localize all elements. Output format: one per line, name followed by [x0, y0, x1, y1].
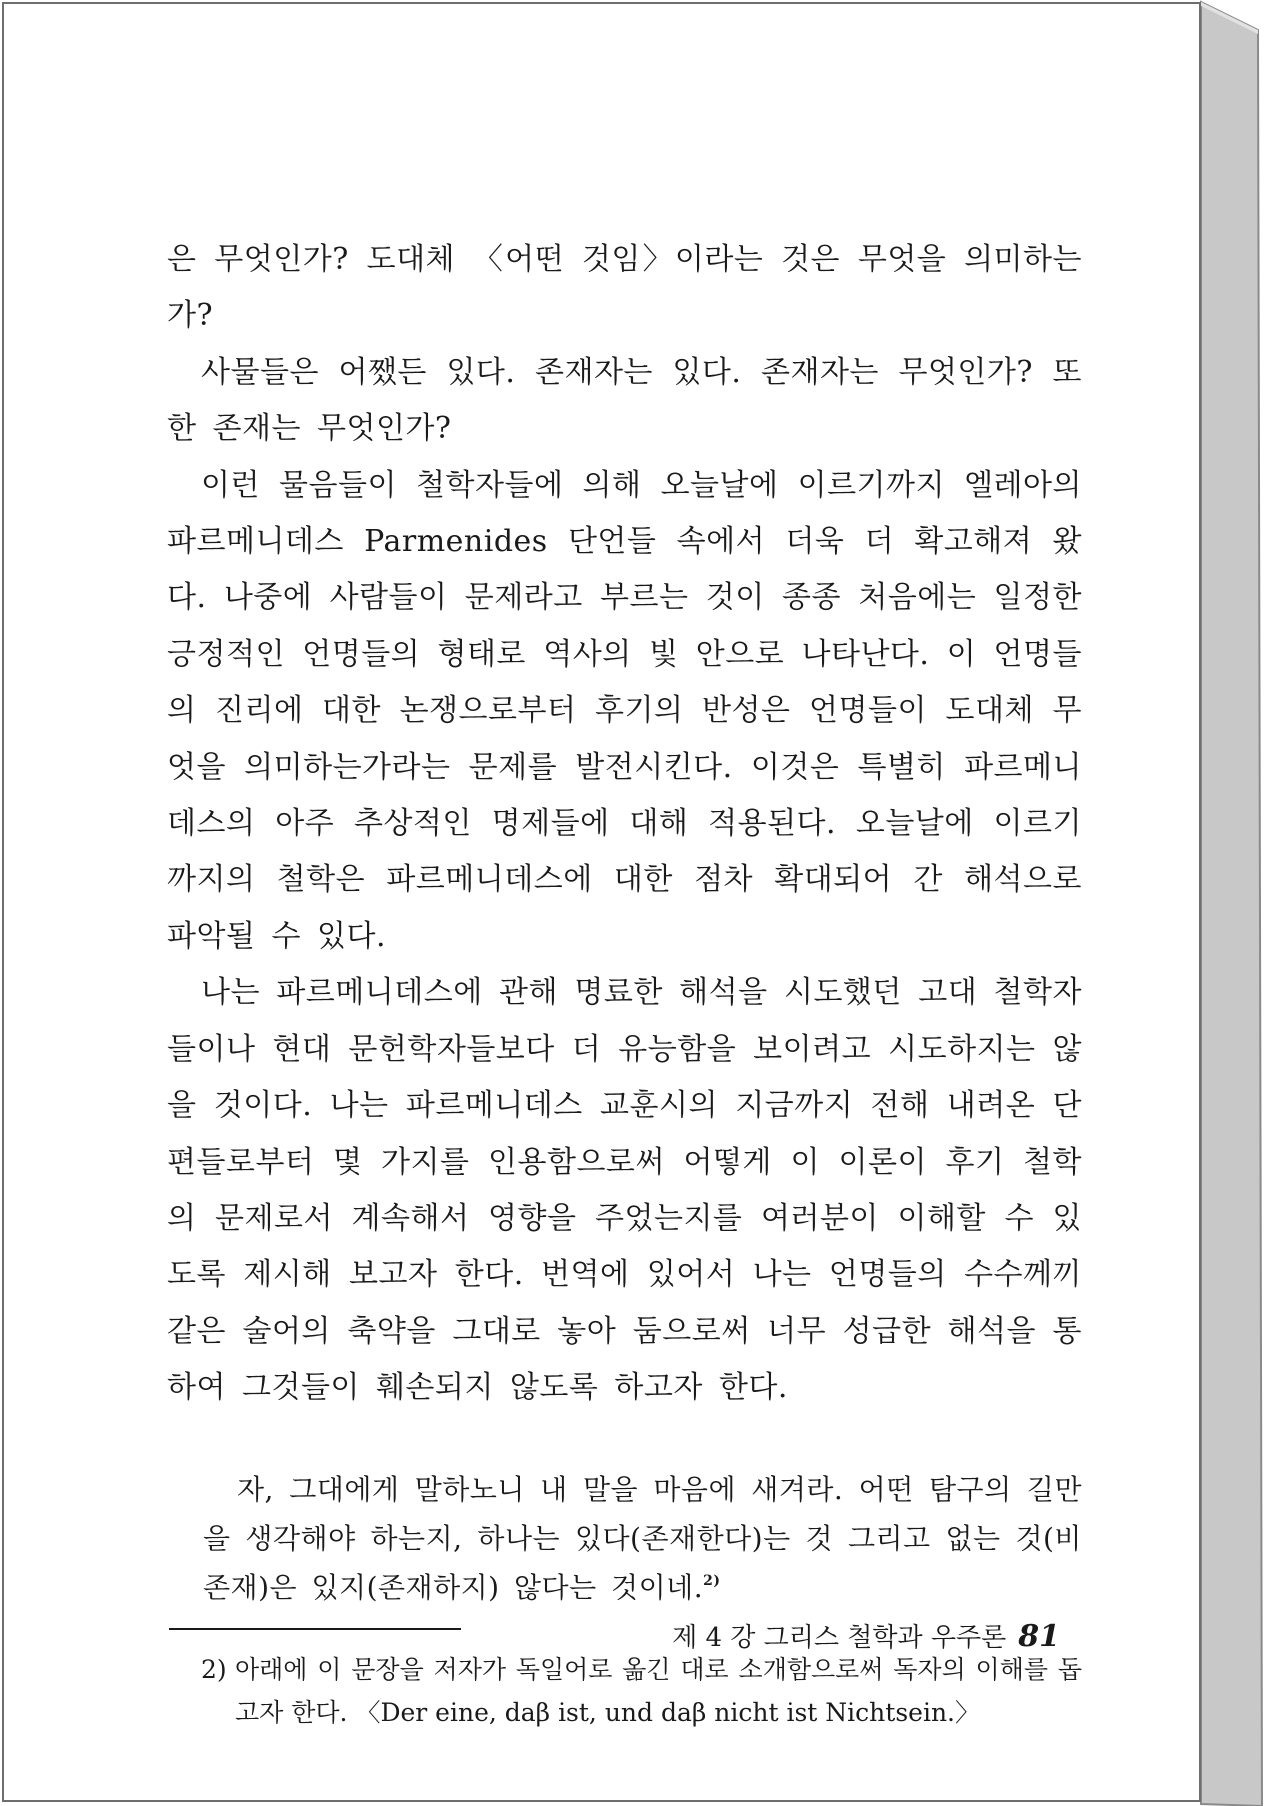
footnote-divider — [169, 1628, 461, 1630]
page-body — [167, 232, 1082, 1734]
quote-paragraph — [203, 1465, 1082, 1612]
footnote-reference: 2) — [703, 1572, 721, 1589]
chapter-title: 제 4 강 그리스 철학과 우주론 — [672, 1623, 1007, 1653]
footnote — [201, 1648, 1082, 1734]
page-number: 81 — [1018, 1619, 1060, 1654]
quote-text: 자, 그대에게 말하노니 내 말을 마음에 새겨라. 어떤 탐구의 길만을 생각해야 하는지, 하나는 있다(존재한다)는 것 그리고 없는 것(비존재)은 있지(존재하지) 않다는 것이네. — [203, 1472, 1082, 1604]
paragraph-4: 나는 파르메니데스에 관해 명료한 해석을 시도했던 고대 철학자들이나 현대 문헌학자들보다 더 유능함을 보이려고 시도하지는 않을 것이다. 나는 파르메니데스 교훈시의 지금까지 전해 내려온 단편들로부터 몇 가지를 인용함으로써 어떻게 이 이론이 후기 철학의 문제로서 계속해서 영향을 주었는지를 여러분이 이해할 수 있도록 제시해 보고자 한다. 번역에 있어서 나는 언명들의 수수께끼 같은 술어의 축약을 그대로 놓아 둠으로써 너무 성급한 해석을 통하여 그것들이 훼손되지 않도록 하고자 한다. — [167, 975, 1082, 1406]
footnote-text: 아래에 이 문장을 저자가 독일어로 옮긴 대로 소개함으로써 독자의 이해를 돕고자 한다. 〈Der eine, daβ ist, und daβ nicht ist Nichtsein.〉 — [235, 1654, 1082, 1727]
paragraph-1: 은 무엇인가? 도대체 〈어떤 것임〉이라는 것은 무엇을 의미하는가? — [167, 242, 1082, 334]
running-footer — [600, 1617, 1060, 1654]
footnote-marker: 2) — [201, 1654, 227, 1684]
paragraph-2: 사물들은 어쨌든 있다. 존재자는 있다. 존재자는 무엇인가? 또한 존재는 무엇인가? — [167, 354, 1082, 447]
block-quote — [167, 1465, 1082, 1612]
paragraph-3: 이런 물음들이 철학자들에 의해 오늘날에 이르기까지 엘레아의 파르메니데스 Parmenides 단언들 속에서 더욱 더 확고해져 왔다. 나중에 사람들이 문제라고 부르는 것이 종종 처음에는 일정한 긍정적인 언명들의 형태로 역사의 빛 안으로 나타난다. 이 언명들의 진리에 대한 논쟁으로부터 후기의 반성은 언명들이 도대체 무엇을 의미하는가라는 문제를 발전시킨다. 이것은 특별히 파르메니데스의 아주 추상적인 명제들에 대해 적용된다. 오늘날에 이르기까지의 철학은 파르메니데스에 대한 점차 확대되어 간 해석으로 파악될 수 있다. — [167, 467, 1082, 954]
